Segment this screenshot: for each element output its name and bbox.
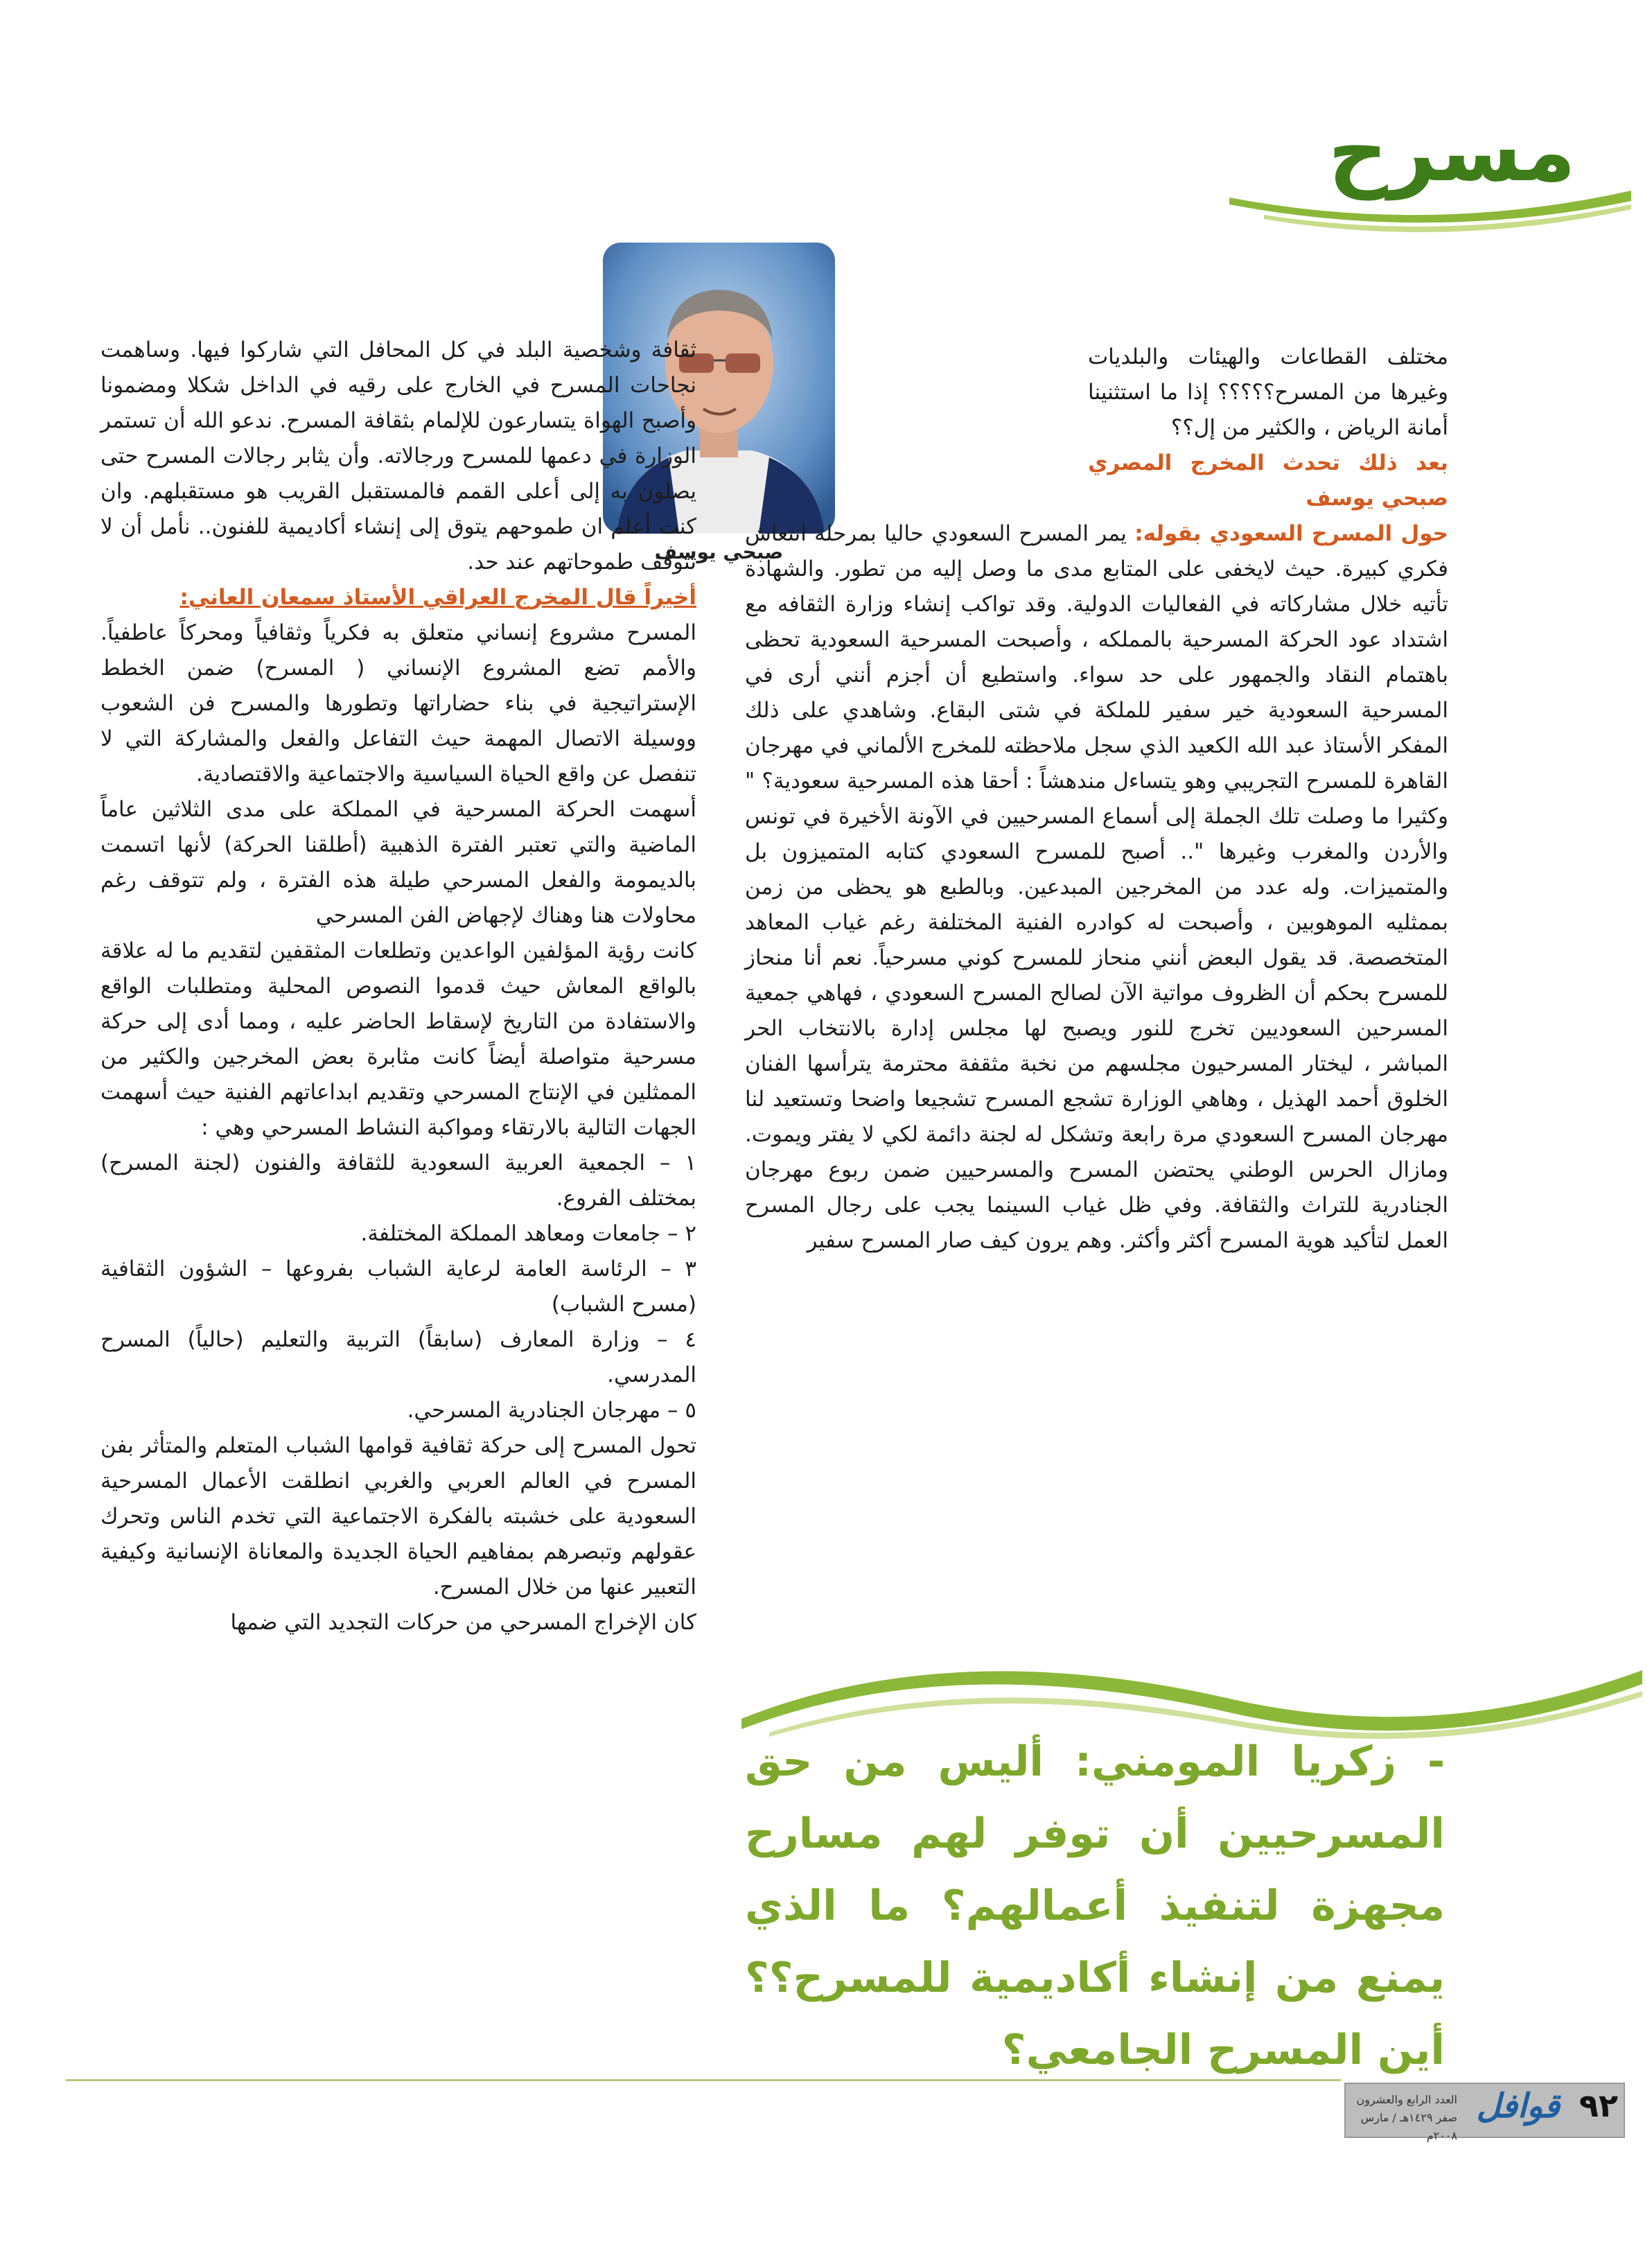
left-paragraph-4: كانت رؤية المؤلفين الواعدين وتطلعات المثقفين لتقديم ما له علاقة بالواقع المعاش حيث قدموا النصوص المحلية ومتطلبات الواقع والاستفادة من التاريخ لإسقاط الحاضر عليه ، ومما أدى إلى حركة مسرحية متواصلة أيضاً كانت مثابرة بعض المخرجين والكثير من الممثلين في الإنتاج المسرحي وتقديم ابداعاتهم الفنية حيث أسهمت الجهات التالية بالارتقاء ومواكبة النشاط المسرحي وهي : [100,938,696,1140]
footer-line [66,2079,1341,2081]
right-body [745,516,1448,1259]
list-item: ٥ – مهرجان الجنادرية المسرحي. [407,1398,696,1423]
right-column [745,340,1448,1259]
section-title: مسرح [1328,104,1576,200]
left-column [100,333,696,1640]
right-subheading: حول المسرح السعودي بقوله: [1134,521,1448,546]
right-heading: بعد ذلك تحدث المخرج المصري صبحي يوسف [1088,450,1448,511]
header-swoosh-decoration [1222,173,1638,236]
right-body-text: يمر المسرح السعودي حاليا بمرحلة انتعاش فكري كبيرة. حيث لايخفى على المتابع مدى ما وصل إليه من تطور. والشهادة تأتيه خلال مشاركاته في الفعاليات الدولية. وقد تواكب إنشاء وزارة الثقافه مع اشتداد عود الحركة المسرحية بالمملكه ، وأصبحت المسرحية السعودية تحظى باهتمام النقاد والجمهور على حد سواء. واستطيع أن أجزم أنني أرى في المسرحية السعودية خير سفير للملكة في شتى البقاع. وشاهدي على ذلك المفكر الأستاذ عبد الله الكعيد الذي سجل ملاحظته للمخرج الألماني في مهرجان القاهرة للمسرح التجريبي وهو يتساءل مندهشاً : أحقا هذه المسرحية سعودية؟ " وكثيرا ما وصلت تلك الجملة إلى أسماع المسرحيين في الآونة الأخيرة في تونس والأردن والمغرب وغيرها ".. أصبح للمسرح السعودي كتابه المتميزون بل والمتميزات. وله عدد من المخرجين المبدعين. وبالطبع هو يحظى من زمن بممثليه الموهوبين ، وأصبحت له كوادره الفنية المختلفة رغم غياب المعاهد المتخصصة. قد يقول البعض أنني منحاز للمسرح كوني مسرحياً. نعم أنا منحاز للمسرح بحكم أن الظروف مواتية الآن لصالح المسرح السعودي ، فهاهي جمعية المسرحين السعوديين تخرج للنور ويصبح لها مجلس إدارة بالانتخاب الحر المباشر ، ليختار المسرحيون مجلسهم من نخبة مثقفة محترمة يترأسها الفنان الخلوق أحمد الهذيل ، وهاهي الوزارة تشجع المسرح تشجيعا واضحا وتستعيد لنا مهرجان المسرح السعودي مرة رابعة وتشكل له لجنة دائمة لكي لا يفتر ويموت. ومازال الحرس الوطني يحتضن المسرح والمسرحيين ضمن ربوع مهرجان الجنادرية للتراث والثقافة. وفي ظل غياب السينما يجب على رجال المسرح العمل لتأكيد هوية المسرح أكثر وأكثر. وهم يرون كيف صار المسرح سفير [745,521,1448,1253]
list-item: ١ – الجمعية العربية السعودية للثقافة والفنون (لجنة المسرح) بمختلف الفروع. [100,1150,696,1211]
footer-badge [1344,2083,1625,2142]
page-number: ٩٢ [1579,2087,1618,2124]
list-item: ٢ – جامعات ومعاهد المملكة المختلفة. [360,1221,696,1246]
list-item: ٤ – وزارة المعارف (سابقاً) التربية والتعليم (حالياً) المسرح المدرسي. [100,1327,696,1387]
issue-line-2: صفر ١٤٢٩هـ / مارس ٢٠٠٨م [1360,2111,1457,2142]
photo-caption: صبحي يوسف [654,541,784,563]
issue-info [1346,2091,1457,2145]
list-item: ٣ – الرئاسة العامة لرعاية الشباب بفروعها – الشؤون الثقافية (مسرح الشباب) [100,1256,696,1317]
left-paragraph-3: أسهمت الحركة المسرحية في المملكة على مدى الثلاثين عاماً الماضية والتي تعتبر الفترة الذهبية (أطلقنا الحركة) لأنها اتسمت بالديمومة والفعل المسرحي طيلة هذه الفترة ، ولم تتوقف رغم محاولات هنا وهناك لإجهاض الفن المسرحي [100,797,696,928]
left-paragraph-5: تحول المسرح إلى حركة ثقافية قوامها الشباب المتعلم والمتأثر بفن المسرح في العالم العربي والغربي انطلقت الأعمال المسرحية السعودية على خشبته بالفكرة الاجتماعية التي تخدم الناس وتحرك عقولهم وتبصرهم بمفاهيم الحياة الجديدة والمعاناة الإنسانية وكيفية التعبير عنها من خلال المسرح. [100,1433,696,1600]
pull-quote: - زكريا المومني: أليس من حق المسرحيين أن توفر لهم مسارح مجهزة لتنفيذ أعمالهم؟ ما الذي يمنع من إنشاء أكاديمية للمسرح؟؟ أين المسرح الجامعي؟ [745,1737,1445,2074]
issue-line-1: العدد الرابع والعشرون [1356,2093,1457,2106]
left-paragraph-6: كان الإخراج المسرحي من حركات التجديد التي ضمها [230,1610,696,1635]
left-paragraph-2: المسرح مشروع إنساني متعلق به فكرياً وثقافياً ومحركاً عاطفياً. والأمم تضع المشروع الإنساني ( المسرح) ضمن الخطط الإستراتيجية في بناء حضاراتها وتطورها والمسرح فن الشعوب ووسيلة الاتصال المهمة حيث التفاعل والفعل والمشاركة التي لا تنفصل عن واقع الحياة السياسية والاجتماعية والاقتصادية. [100,620,696,787]
left-paragraph-1: ثقافة وشخصية البلد في كل المحافل التي شاركوا فيها. وساهمت نجاحات المسرح في الخارج على رقيه في الداخل شكلا ومضمونا وأصبح الهواة يتسارعون للإلمام بثقافة المسرح. ندعو الله أن تستمر الوزارة في دعمها للمسرح ورجالاته. وأن يثابر رجالات المسرح حتى يصلون به إلى أعلى القمم فالمستقبل القريب هو مستقبلهم. وان كنت أعلم ان طموحهم يتوق إلى إنشاء أكاديمية للفنون.. نأمل أن لا تتوقف طموحاتهم عند حد. [100,338,696,575]
left-heading: أخيراً قال المخرج العراقي الأستاذ سمعان العاني: [179,585,696,610]
right-intro-paragraph: مختلف القطاعات والهيئات والبلديات وغيرها من المسرح؟؟؟؟؟ إذا ما استثنينا أمانة الرياض ، والكثير من إل؟؟ [1088,344,1448,440]
magazine-logo: قوافل [1476,2087,1560,2126]
